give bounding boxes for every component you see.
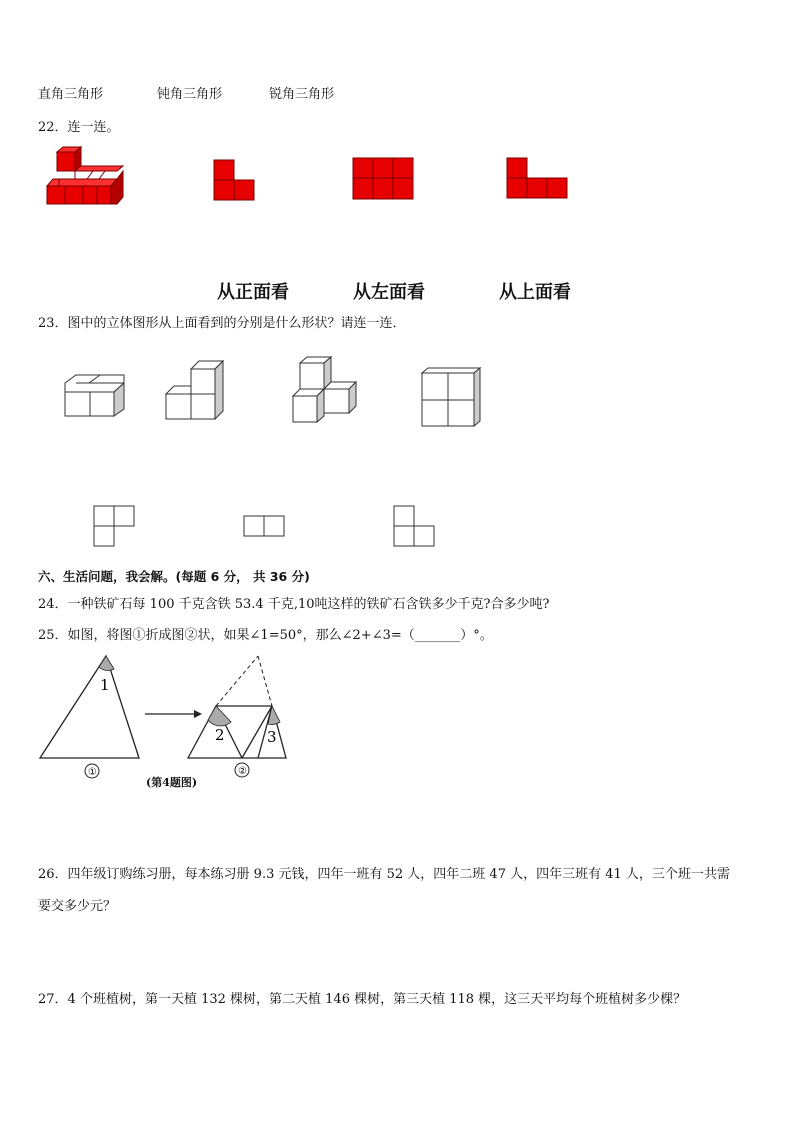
q22-red-solid-figure — [46, 146, 126, 206]
q23-solid-1 — [64, 374, 126, 418]
q23-prompt: 23．图中的立体图形从上面看到的分别是什么形状？请连一连． — [38, 316, 406, 331]
q23-top-view-1 — [93, 505, 137, 547]
q26-text-line2: 要交多少元？ — [38, 899, 117, 914]
q25-caption: (第4题图) — [146, 776, 198, 789]
q25-angle-2-label: 2 — [215, 726, 225, 744]
q22-view-front: 从正面看 — [217, 282, 289, 303]
q26-text-line1: 26．四年级订购练习册，每本练习册 9.3 元钱，四年一班有 52 人，四年二班 47 人，四年三班有 41 人，三个班一共需 — [38, 867, 730, 882]
q23-solid-3 — [292, 356, 358, 424]
q23-solid-2 — [165, 360, 227, 422]
q22-view-shape-l — [213, 159, 255, 201]
q22-prompt: 22．连一连。 — [38, 120, 120, 135]
triangle-type-obtuse: 钝角三角形 — [157, 87, 223, 102]
q25-angle-3-label: 3 — [267, 728, 277, 746]
q23-top-view-3 — [393, 505, 437, 547]
q22-view-left: 从左面看 — [353, 282, 425, 303]
section6-heading: 六、生活问题，我会解。(每题 6 分， 共 36 分) — [38, 569, 310, 584]
q27-text: 27．4 个班植树，第一天植 132 棵树，第二天植 146 棵树，第三天植 118 棵，这三天平均每个班植树多少棵？ — [38, 992, 687, 1007]
q23-solid-4 — [421, 367, 483, 429]
q25-fig1-label: ① — [88, 767, 97, 778]
q25-fig2-label: ② — [238, 766, 247, 777]
q23-top-view-2 — [243, 515, 287, 537]
q24-text: 24．一种铁矿石每 100 千克含铁 53.4 千克,10吨这样的铁矿石含铁多少千克?合多少吨? — [38, 597, 550, 612]
triangle-type-right: 直角三角形 — [38, 87, 104, 102]
q25-figure — [36, 652, 306, 784]
q25-angle-1-label: 1 — [100, 676, 110, 694]
q22-view-shape-long-l — [506, 157, 568, 199]
q25-text: 25．如图，将图①折成图②状，如果∠1=50°，那么∠2+∠3=（_______）°。 — [38, 628, 493, 643]
q22-view-top: 从上面看 — [499, 282, 571, 303]
triangle-type-acute: 锐角三角形 — [269, 87, 335, 102]
q22-view-shape-rect — [352, 157, 414, 201]
